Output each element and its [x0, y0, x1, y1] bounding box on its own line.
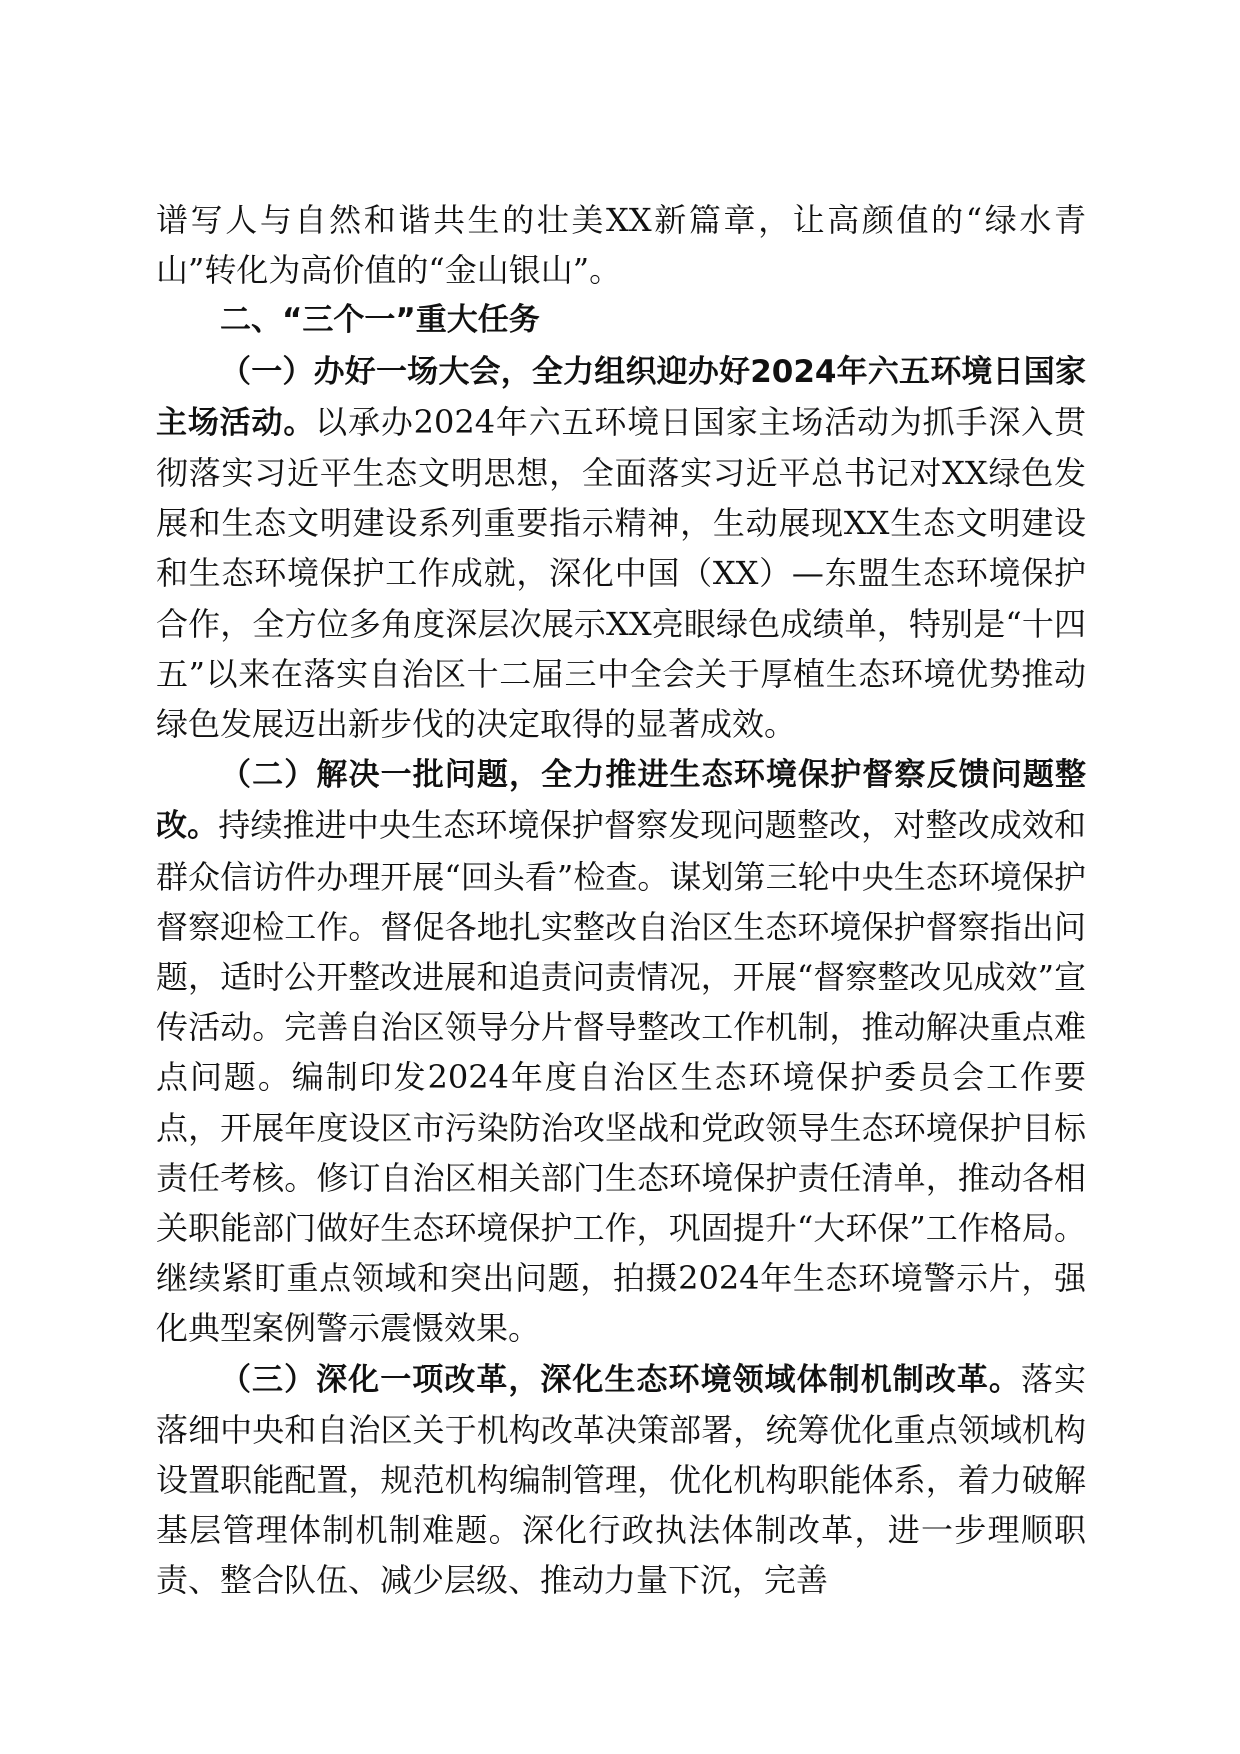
task-item-body: 落实落细中央和自治区关于机构改革决策部署，统筹优化重点领域机构设置职能配置，规范机构编制管理，优化机构职能体系，着力破解基层管理体制机制难题。深化行政执法体制改革，进一步理顺职责、整合队伍、减少层级、推动力量下沉，完善 — [156, 1359, 1086, 1600]
task-item-3 — [156, 1354, 1086, 1606]
document-body — [156, 195, 1086, 1606]
task-item-lead: （二）解决一批问题，全力推进生态环境保护督察反馈问题整改。 — [156, 757, 1086, 845]
task-item-2 — [156, 749, 1086, 1353]
task-item-body: 持续推进中央生态环境保护督察发现问题整改，对整改成效和群众信访件办理开展“回头看”检查。谋划第三轮中央生态环境保护督察迎检工作。督促各地扎实整改自治区生态环境保护督察指出问题，适时公开整改进展和追责问责情况，开展“督察整改见成效”宣传活动。完善自治区领导分片督导整改工作机制，推动解决重点难点问题。编制印发2024年度自治区生态环境保护委员会工作要点，开展年度设区市污染防治攻坚战和党政领导生态环境保护目标责任考核。修订自治区相关部门生态环境保护责任清单，推动各相关职能部门做好生态环境保护工作，巩固提升“大环保”工作格局。继续紧盯重点领域和突出问题，拍摄2024年生态环境警示片，强化典型案例警示震慑效果。 — [156, 806, 1086, 1348]
section-heading: 二、“三个一”重大任务 — [220, 302, 540, 339]
intro-paragraph: 谱写人与自然和谐共生的壮美XX新篇章，让高颜值的“绿水青山”转化为高价值的“金山银山”。 — [156, 201, 1086, 290]
task-item-1 — [156, 346, 1086, 750]
task-item-lead: （三）深化一项改革，深化生态环境领域体制机制改革。 — [220, 1361, 1021, 1398]
task-item-body: 以承办2024年六五环境日国家主场活动为抓手深入贯彻落实习近平生态文明思想，全面落实习近平总书记对XX绿色发展和生态文明建设系列重要指示精神，生动展现XX生态文明建设和生态环境保护工作成就，深化中国（XX）—东盟生态环境保护合作，全方位多角度深层次展示XX亮眼绿色成绩单，特别是“十四五”以来在落实自治区十二届三中全会关于厚植生态环境优势推动绿色发展迈出新步伐的决定取得的显著成效。 — [156, 402, 1086, 744]
task-item-lead: （一）办好一场大会，全力组织迎办好2024年六五环境日国家主场活动。 — [156, 353, 1086, 441]
